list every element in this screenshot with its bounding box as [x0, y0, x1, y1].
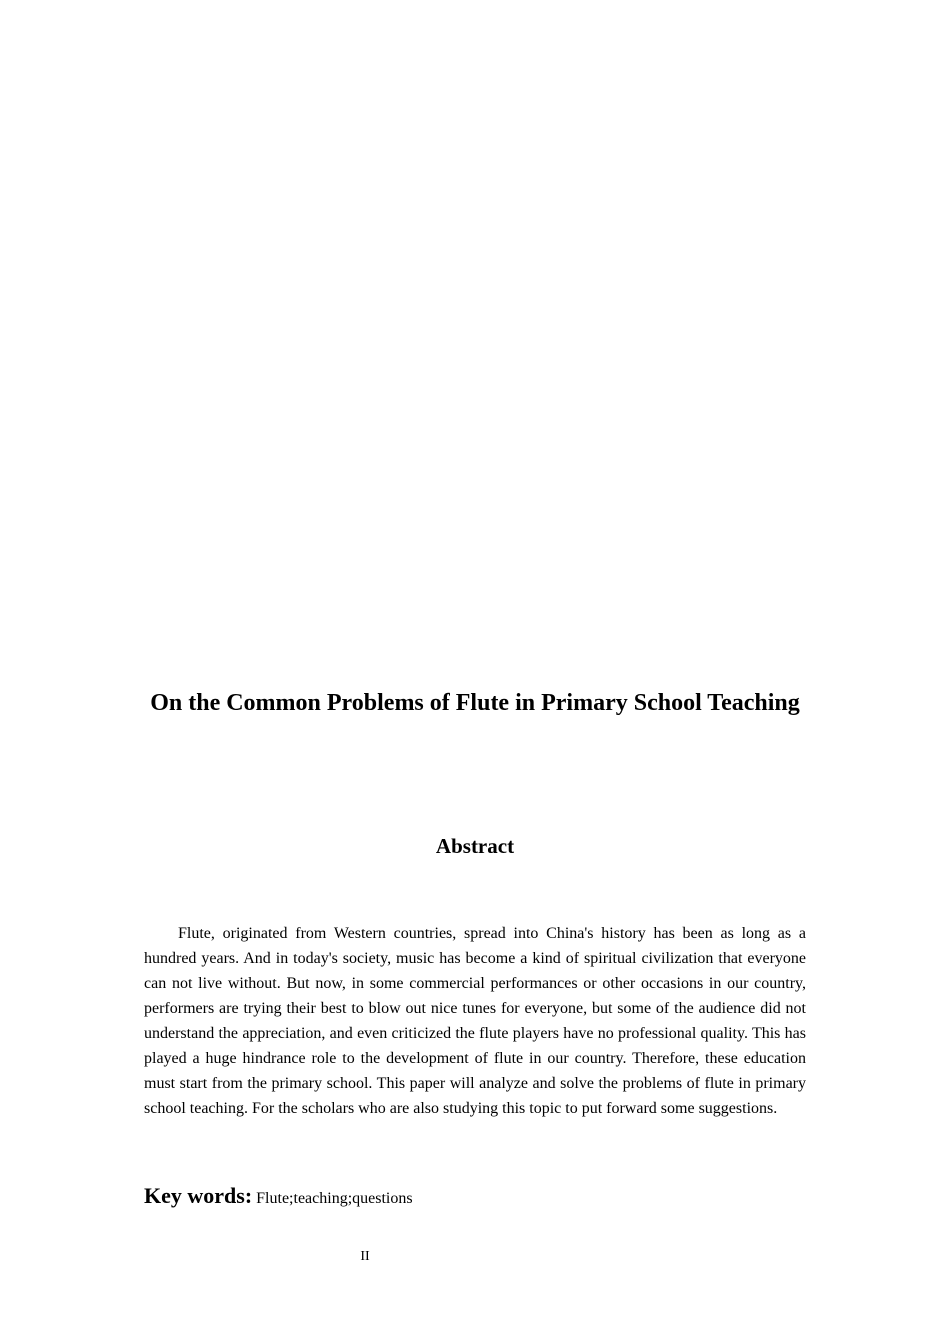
keywords-value: Flute;teaching;questions — [256, 1190, 413, 1207]
paper-title: On the Common Problems of Flute in Primary School Teaching — [150, 690, 800, 716]
page-number: II — [360, 1249, 370, 1264]
keywords-line — [144, 1180, 806, 1215]
abstract-heading: Abstract — [435, 834, 515, 858]
abstract-body: Flute, originated from Western countries, spread into China's history has been as long as a hundred years. And in today's society, music has become a kind of spiritual civilization that everyone can not live without. But now, in some commercial performances or other occasions in our country, performers are trying their best to blow out nice tunes for everyone, but some of the audience did not understand the appreciation, and even criticized the flute players have no professional quality. This has played a huge hindrance role to the development of flute in our country. Therefore, these education must start from the primary school. This paper will analyze and solve the problems of flute in primary school teaching. For the scholars who are also studying this topic to put forward some suggestions. — [144, 925, 806, 1117]
keywords-label: Key words: — [144, 1183, 253, 1208]
